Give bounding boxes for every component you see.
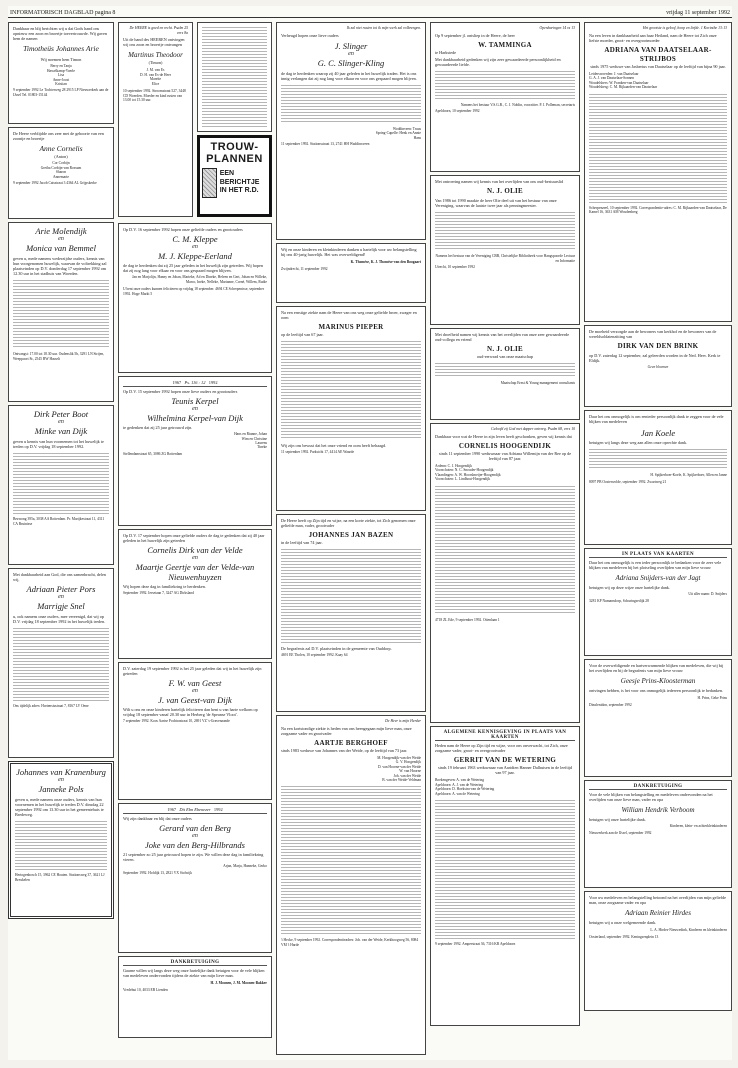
- notice-signature: Namens het bestuur V.S.G.B., C. J. Noblin, voorzitter. P. J. Polleman, secretaris: [460, 102, 575, 107]
- wedding-rings-icon: [202, 168, 217, 198]
- notice-body: Wij hopen deze dag in familiekring te herdenken.: [123, 584, 206, 590]
- bible-quote: Geloofd zij God met dapper ontvreg. Psalm 68, vers 10: [491, 427, 575, 431]
- notice-footer: Apeldoorn, 10 september 1992: [435, 109, 480, 114]
- notice-signature: H. Spijkerboer-Koele, K. Spijkerboer, Allen en Janne: [650, 473, 727, 478]
- thanks-notice-verboom: [584, 780, 732, 888]
- notice-body: de dag te herdenken waarop zij 40 jaar geleden in het huwelijk traden. Het is ons innig verlangen dat zij nog lang voor elkaar en voor ons gespaard mogen blijven.: [281, 70, 417, 81]
- notice-lead: Met droefheid namen wij kennis van het overlijden van onze zeer gewaardeerde oud-collega en vriend: [435, 332, 570, 343]
- column-2: [118, 22, 272, 1041]
- notice-title: IN PLAATS VAN KAARTEN: [589, 552, 727, 558]
- deceased-name: GERRIT VAN DE WETERING: [453, 756, 557, 765]
- wife-name: J. van Geest-van Dijk: [158, 695, 232, 706]
- notice-lead: Op 9 september jl. ontsliep in de Heere, de heer: [435, 32, 515, 38]
- deceased-name: MARINUS PIEPER: [318, 323, 384, 332]
- notice-body: u, ook namens onze ouders, mee vereenigd, dat wij op D.V. vrijdag 18 september 1992 in het huwelijk treden.: [13, 614, 106, 625]
- bride-name: Marrigje Snel: [37, 601, 85, 612]
- advert-subline: EEN BERICHTJE IN HET R.D.: [219, 170, 260, 195]
- deceased-name: Adriaan Reinier Hirdes: [625, 909, 691, 918]
- anniversary-notice-vangeest: D.V. zaterdag 19 september 1992 is het 25 jaar geleden dat wij in het huwelijk zijn getreden F. W. van Geest en J. van Geest-van Dijk Wilt u ons en onze kinderen hartelijk feliciteren dan bent u van harte welkom op vrijdag 18 september vanaf 20.30 uur in Herberg 'de Speanse Vloot'. 7 september 1992. Koos Aartse Pochtrastraat 10, 2691 VZ 's-Gravenzande: [118, 662, 272, 800]
- child-nickname: (Timon): [148, 60, 163, 66]
- wife-name: M. J. Kleppe-Eerland: [158, 251, 232, 262]
- bride-name: Minke van Dijk: [34, 426, 88, 436]
- deceased-name: Adriana Snijders-van der Jagt: [615, 574, 701, 583]
- notice-body: 21 september zo 25 jaar getrouwd hopen te zijn. We willen deze dag in familiekring vieren.: [123, 852, 264, 863]
- notice-body: de dag te herdenken dat zij 25 jaar geleden in het huwelijk zijn getreden. Wij hopen dat zij nog lang voor elkaar en voor ons gespaard mogen blijven.: [123, 263, 263, 274]
- thanks-notice-thomese: [276, 243, 426, 303]
- bible-quote: Ik zal niet rusten tot ik mijn werk zal volbrengen.: [346, 26, 421, 30]
- notice-lead: Op D.V. 17 september hopen onze geliefde ouders de dag te gedenken dat zij 40 jaar geleden in het huwelijk zijn getreden: [123, 533, 265, 544]
- notice-body: betuigen wij onze hartelijke dank.: [589, 817, 646, 823]
- notice-body: te gedenken dat zij 25 jaar getrouwd zijn.: [123, 425, 193, 431]
- trouwplannen-advert[interactable]: [197, 135, 272, 217]
- notice-lead: Daar het ons onmogelijk is om eenieder persoonlijk dank te zeggen voor de vele blijken van medeleven: [589, 414, 724, 425]
- wedding-notice-pors: Met dankbaarheid aan God, die ons samenbracht, delen wij, Adriaan Pieter Pors en Marrigje Snel u, ook namens onze ouders, mee vereenigd, dat wij op D.V. vrijdag 18 september 1992 in het huwelijk treden. Ons tijdelijk adres: Hortensiustraat 7, 8167 LV Oene: [8, 568, 114, 758]
- groom-name: Dirk Peter Boot: [33, 409, 89, 419]
- deceased-age: sinds 1975 weduwe van Jasbertus van Daatselaar op de leeftijd van bijna 90 jaar.: [590, 63, 726, 69]
- notice-footer: September 1992. Iersetaan 7, 3247 AG Dirksland: [123, 591, 194, 596]
- notice-lead: Verheugd hopen onze lieve ouders: [281, 32, 339, 38]
- child-nickname: (Anton): [54, 154, 68, 160]
- notice-body: Van 1986 tot 1990 maakte de heer Olie deel uit van het bestuur van onze Vereniging, waarvan de laatste twee jaar als penningmeester.: [435, 198, 557, 209]
- death-notice-olie-1: [430, 175, 580, 325]
- notice-footer: 4718 ZL Ede, 9 september 1992. Ottenlaan 1: [435, 617, 500, 622]
- advert-headline-2: PLANNEN: [206, 153, 263, 165]
- husband-name: F. W. van Geest: [168, 678, 222, 689]
- deceased-name: AARTJE BERGHOEF: [314, 738, 388, 747]
- notice-footer: Stellendamstraat 65, 3086 ZG Rotterdam: [123, 451, 183, 456]
- notice-footer: Hertogenbosch 15, 3962 CE Houten. Stationsweg 37, 3621 LJ Breukelen: [15, 873, 105, 882]
- deceased-age: sinds 1983 weduwe van Johannes van der Weide, op de leeftijd van 73 jaar.: [281, 747, 408, 753]
- deceased-age: op de leeftijd van 67 jaar.: [281, 332, 324, 338]
- deceased-name: W. TAMMINGA: [478, 40, 532, 49]
- notice-body: De begrafenis zal D.V. plaatsvinden in de gemeente van Ouddorp.: [281, 646, 392, 652]
- child-name: Martinus Theodoor: [128, 51, 183, 60]
- notice-footer: 't Hecke, 9 september 1992. Correspondentieadres: Joh. van der Weide, Kerkhoogweg 56, 8084 VM 't Harde: [281, 938, 419, 947]
- deceased-name: Geesje Prins-Kloosterman: [620, 677, 696, 686]
- notice-body: geven u, mede namens wederzijdse ouders, kennis van hun voorgenomen huwelijk, waarvan de voltrekking zal plaatsvinden op D.V. donderdag 17 september 1992 om 12.30 uur in het stadhuis van Woerden.: [13, 256, 107, 277]
- newspaper-page: [8, 6, 732, 1060]
- notice-lead: Daar het ons onmogelijk is een ieder persoonlijk te bedanken voor de zeer vele blijken van medeleven bij het plotseling overlijden van mijn lieve vrouw: [589, 560, 722, 571]
- family-list: J. M. van Es D. H. van Es-de Heer Mareïte Elice: [140, 68, 171, 86]
- notice-footer: Ontvangst: 17.00 tot 18.30 uur. Oudenslik 5b, 3291 LN Strijen, Weeppoort 8c, 2545 BW Hasselt: [13, 352, 105, 361]
- notice-body: Gaarne willen wij langs deze weg onze hartelijke dank betuigen voor de vele blijken van medeleven ondervonden tijdens de ziekte van mijn lieve man.: [123, 968, 265, 979]
- anniversary-notice-vandenberg: 1967 Dit Ebn Ebenezer 1992 Wij zijn dankbaar en blij dat onze ouders Gerard van den Berg en Joke van den Berg-Hilbrands 21 september zo 25 jaar getrouwd hopen te zijn. We willen deze dag in familiekring vieren. Arjan, Marja, Hanneke, Gerko September 1992. Hofdijk 13, 2821 VX Stolwijk: [118, 803, 272, 953]
- notice-lead: Voor de overweldigende en hartverwarmende blijken van medeleven, die wij bij het overlijden en bij de begrafenis van mijn lieve vrouw: [589, 663, 724, 674]
- deceased-place: te Harkstede: [435, 49, 457, 55]
- notice-footer: September 1992. Hofdijk 13, 2821 VX Stolwijk: [123, 870, 193, 875]
- thanks-notice-hirdes: [584, 891, 732, 1011]
- birth-notice-timotheus: [8, 22, 114, 124]
- notice-signature: Maatschap Ernst & Young management consultants: [500, 381, 575, 386]
- notice-signature: Namens het bestuur van de Vereniging CBB, Christelijke Bibliotheek voor Hangspoorde Lectuur en Informatie: [435, 254, 575, 263]
- husband-name: C. M. Kleppe: [172, 234, 218, 245]
- bible-quote: De HEERE is goed en recht. Psalm 25 vers 8a: [129, 26, 188, 35]
- notice-text: De Heere verblijdde ons zeer met de geboorte van een zoontje en broertje: [13, 131, 104, 142]
- notice-lead: Op D.V. 16 september 1992 hopen onze geliefde ouders en grootouders: [123, 227, 243, 232]
- notice-footer: Oosterland, september 1992. Keningsenplein 13: [589, 934, 659, 939]
- column-1: [8, 22, 114, 922]
- family-list: Arjan, Marja, Hanneke, Gerko: [223, 864, 267, 869]
- column-3: [276, 22, 426, 1058]
- wife-name: G. C. Slinger-Kling: [317, 57, 385, 68]
- wedding-notice-boot: Dirk Peter Boot en Minke van Dijk geven u kennis van hun voornemen tot het huwelijk te treden op D.V. vrijdag 18 september 1992. Bezwong 395a, 3038 AA Rotterdam. Pr. Marijkestraat 11, 4311 CA Bruinisse: [8, 405, 114, 565]
- groom-name: Arie Molendijk: [35, 226, 87, 236]
- notice-footer: Utrecht, 10 september 1992: [435, 265, 475, 270]
- death-notice-bazen: [276, 514, 426, 712]
- notice-lead: Voor uw medeleven en belangstelling betoond na het overlijden van mijn geliefde man, onze zorgzame vader en opa: [589, 895, 727, 906]
- notice-title: DANKBETUIGING: [123, 960, 267, 966]
- death-notice-hoogendijk: [430, 423, 580, 723]
- death-notice-vandaatselaar: [584, 22, 732, 322]
- notice-lead: Heden nam de Heere op Zijn tijd en wijze, voor ons onverwacht, tot Zich, onze zorgzame vader, groot- en overgrootvader: [435, 743, 568, 754]
- bible-quote: De Heer is mijn Herder: [385, 719, 421, 723]
- family-list: Cor Corbijn Gretha Corbijn-van Rossum Sharon Annemarie: [40, 161, 82, 179]
- notice-lead: De Heere heeft op Zijn tijd en wijze, na een korte ziekte, tot Zich genomen onze geliefde man, vader, grootvader: [281, 518, 416, 529]
- column-4: [430, 22, 580, 1029]
- thanks-notice-prins: [584, 659, 732, 777]
- notice-body: ontvingen hebben, is het voor ons onmogelijk iedereen persoonlijk te bedanken.: [589, 688, 723, 694]
- notice-footer: 3281 KP Numansdorp, Schuringsedijk 28: [589, 598, 649, 603]
- notice-footer: Zwijndrecht, 11 september 1992: [281, 266, 328, 271]
- notice-body: oud-eerwrad van onze maatschap: [477, 354, 533, 360]
- thanks-notice-koele: [584, 410, 732, 545]
- notice-body: betuigen wij op deze wijze onze hartelijke dank.: [589, 585, 670, 591]
- notice-body: geven u, mede namens onze ouders, kennis van hun voornemen in het huwelijk te treden D.V. dinsdag 22 september 1992 om 13.30 uur in het gemeentehuis te Bredeweg.: [15, 797, 104, 818]
- groom-name: Johannes van Kranenburg: [16, 767, 106, 777]
- notice-footer: 4691 EE Tholen, 10 september 1992. Kaay 64: [281, 653, 348, 658]
- notice-body: Wij noemen hem Timon: [40, 57, 82, 63]
- deceased-name: N. J. OLIE: [486, 187, 524, 196]
- family-list: Boekengeven: A. van de Wetering Apeldoorn: A. J. van de Wetering Apeldoorn: D. Hoekstra-van de Wetering Apeldoorn: A. van de Wetering: [435, 778, 495, 796]
- wife-name: Maartje Geertje van der Velde-van Nieuwenhuyzen: [135, 562, 255, 583]
- notice-lead: Na een leven in dankbaarheid aan haar Heiland, nam de Heere tot Zich onze liefste moeder, groot- en overgrootmoeder: [589, 32, 717, 43]
- deceased-age: sinds 11 september 1990 weduwnaar van Adriana Willemijn van der Ree op de leeftijd van 87 jaar.: [438, 450, 572, 461]
- child-name: Anne Cornelis: [39, 144, 83, 154]
- notice-body: Wij en onze kinderen en kleinkinderen danken u hartelijk voor uw belangstelling bij ons 40-jarig huwelijk. Het was overweldigend!: [281, 247, 417, 258]
- notice-footer: Dinxlenidon, september 1992: [589, 702, 632, 707]
- deceased-age: sinds 19 februari 1963 weduwnaar van Aartdien Hanner Dalhuisen in de leeftijd van 97 jaar.: [437, 765, 573, 776]
- deceased-name: Jan Koele: [640, 428, 676, 439]
- notice-signature: Kinderen, klein- en achterkleinkinderen: [669, 824, 727, 829]
- death-notice-pieper: [276, 306, 426, 511]
- notice-lead: Na een ernstige ziekte nam de Heere van ons weg onze geliefde broer, zwager en oom: [281, 310, 417, 321]
- notice-header: 1967 Dit Ebn Ebenezer 1992: [123, 807, 267, 814]
- husband-name: Cornelis Dirk van der Velde: [147, 545, 243, 556]
- notice-lead: De moeheid verzorgde aan de bewoners van kerkhof en de bewoners van de wereldsoldatenzitting van: [589, 329, 717, 340]
- notice-signature: H. Prins, Geke Prins: [697, 696, 727, 701]
- notice-body: betuigen wij u onze welgemeende dank.: [589, 920, 657, 926]
- notice-footer: Bezwong 395a, 3038 AA Rotterdam. Pr. Marijkestraat 11, 4311 CA Bruinisse: [13, 517, 105, 526]
- anniversary-notice-kerpel: 1967 Ps. 116 : 12 1992 Op D.V. 15 september 1992 hopen onze lieve ouders en grootouders Teunis Kerpel en Wilhelmina Kerpel-van Dijk te gedenken dat zij 25 jaar getrouwd zijn. Hans en Rianne, Johan Wim en Christine Laurens Tineke Stellendamstraat 65, 3086 ZG Rotterdam: [118, 376, 272, 526]
- death-notice-olie-2: [430, 328, 580, 420]
- notice-footer: 11 september 1992. Stationsstraat 13, 2741 HH Waddinxveen: [281, 142, 370, 147]
- deceased-name: DIRK VAN DEN BRINK: [617, 342, 699, 351]
- notice-signature: H. J. Moonen, J. M. Moonen-Bakker: [210, 981, 267, 986]
- child-name: Timotheüs Johannes Arie: [23, 44, 99, 54]
- death-notice-vandewetering: [430, 726, 580, 1026]
- notice-lead: Op D.V. 15 september 1992 hopen onze lieve ouders en grootouders: [123, 389, 238, 394]
- notice-signature: K. Thomése, K. J. Thomése-van den Boogaart: [350, 260, 421, 265]
- thanks-notice-moonen: [118, 956, 272, 1038]
- death-notice-berghoef: [276, 715, 426, 1055]
- bible-quote: Het grootste is geloof, hoop en liefde. 1 Korinthe 13:13: [642, 26, 727, 30]
- death-notice-tamminga: [430, 22, 580, 172]
- notice-footer: U bent onze ouders kunnen feliciteren op vrijdag 18 september. 4694 CE Scherpenisse, september 1992. Hoge Markt 5: [123, 287, 265, 296]
- notice-footer: 8097 PB Oosterwolde, september 1992. Zwartweg 21: [589, 479, 667, 484]
- family-list: Woddinveen: Truus Spring-Capelle: Henk en Annie Hans: [375, 126, 421, 140]
- family-list: Jan en Marjolijn, Hanny en Johan, Marieke, Ad en Dineke, Heleen en Gert, Johan en Willeke, Marco, Ineke, Nelleke, Marianne, Corné, Willem, Rudie: [132, 275, 267, 284]
- notice-signature: L. A. Hirdes-Nieuwedink, Kinderen en kleinkinderen: [650, 928, 727, 933]
- deceased-name: CORNELIS HOOGENDIJK: [458, 441, 552, 450]
- wedding-notice-kranenburg: Johannes van Kranenburg en Janneke Pols geven u, mede namens onze ouders, kennis van hun voornemen in het huwelijk te treden D.V. dinsdag 22 september 1992 om 13.30 uur in het gemeentehuis te Bredeweg. Hertogenbosch 15, 3962 CE Houten. Stationsweg 37, 3621 LJ Breukelen: [8, 761, 114, 919]
- anniversary-notice-kleppe: Op D.V. 16 september 1992 hopen onze geliefde ouders en grootouders C. M. Kleppe en M. J. Kleppe-Eerland de dag te herdenken dat zij 25 jaar geleden in het huwelijk zijn getreden. Wij hopen dat zij nog lang voor elkaar en voor ons gespaard mogen blijven. Jan en Marjolijn, Hanny en Johan, Marieke, Ad en Dineke, Heleen en Gert, Johan en Willeke, Marco, Ineke, Nelleke, Marianne, Corné, Willem, Rudie U bent onze ouders kunnen feliciteren op vrijdag 18 september. 4694 CE Scherpenisse, september 1992. Hoge Markt 5: [118, 223, 272, 373]
- groom-name: Adriaan Pieter Pors: [26, 584, 96, 595]
- wedding-notice-molendijk: Arie Molendijk en Monica van Bemmel geven u, mede namens wederzijdse ouders, kennis van hun voorgenomen huwelijk, waarvan de voltrekking zal plaatsvinden op D.V. donderdag 17 september 1992 om 12.30 uur in het stadhuis van Woerden. Ontvangst: 17.00 tot 18.30 uur. Oudenslik 5b, 3291 LN Strijen, Weeppoort 8c, 2545 BW Hasselt: [8, 222, 114, 402]
- notice-body: geven u kennis van hun voornemen tot het huwelijk te treden op D.V. vrijdag 18 september 1992.: [13, 439, 104, 450]
- notice-footer: Nieuwerkerk aan de IJssel, september 1992: [589, 830, 652, 835]
- notice-lead: Voor de vele blijken van belangstelling en medeleven ondervonden na het overlijden van onze lieve man, vader en opa: [589, 792, 713, 803]
- husband-name: Gerard van den Berg: [159, 823, 231, 834]
- notice-footer: 9 september 1992 Le Tochterweg 28 2915 LP Nieuwerkerk aan de IJssel Tel. 01803-15144: [13, 88, 109, 97]
- deceased-name: JOHANNES JAN BAZEN: [308, 531, 394, 540]
- notice-footer: Scherpenzeel, 10 september 1992. Correspondentie-adres: C. M. Rijkaarden-van Daatselaar, De Kamel 16, 3631 AM Woudenberg: [589, 205, 727, 214]
- notice-footer: Vredehut 10, 4033 EB Lienden: [123, 987, 168, 992]
- masthead: [8, 6, 732, 18]
- anniversary-notice-vandervelde: Op D.V. 17 september hopen onze geliefde ouders de dag te gedenken dat zij 40 jaar geleden in het huwelijk zijn getreden Cornelis Dirk van der Velde en Maartje Geertje van der Velde-van Nieuwenhuyzen Wij hopen deze dag in familiekring te herdenken. September 1992. Iersetaan 7, 3247 AG Dirksland: [118, 529, 272, 659]
- notice-lead: Na een kortstondige ziekte is heden van ons heengegaan mijn lieve man, onze zorgzame vader en grootvader: [281, 725, 412, 736]
- family-list: Leiderswoerden: J. van Daatselaar G. A. J. van Daatselaar-Sonnen Woudelsbers: W. Franken-van Daatselaar Woudelsberg: C. M. Rijkaarden-van Daatselaar: [589, 71, 658, 90]
- notice-text: Dankbaar en blij berichten wij u dat Gods hand ons opnieuw een zoon en broertje toevertrouwde. Wij gaven hem de namen: [13, 26, 107, 42]
- deceased-name: N. J. OLIE: [486, 345, 524, 354]
- notice-title: ALGEMENE KENNISGEVING IN PLAATS VAN KAARTEN: [435, 730, 575, 741]
- deceased-age: in de leeftijd van 74 jaar.: [281, 540, 323, 546]
- notice-body: Wilt u ons en onze kinderen hartelijk feliciteren dan bent u van harte welkom op vrijdag 18 september vanaf 20.30 uur in Herberg 'de Speanse Vloot'.: [123, 707, 258, 718]
- advert-headline-1: TROUW-: [210, 141, 259, 153]
- notice-signature: Uit aller naam: D. Snijders: [688, 592, 727, 597]
- deceased-name: ADRIANA VAN DAATSELAAR-STRIJBOS: [604, 45, 712, 63]
- family-list: M. Hoogendijk-van der Weide G. V. Hoogendijk D. van Hoorne-van der Weide W. van Hoorne Joh. van der Weide B. van der Weide-Veldman: [377, 755, 421, 782]
- notice-lead: Wij zijn dankbaar en blij dat onze ouders: [123, 816, 192, 821]
- notice-lead: Met dankbaarheid aan God, die ons samenbracht, delen wij,: [13, 572, 106, 583]
- notice-body: op D.V. zaterdag 12 september, zal geleerden worden in de Ned. Herv. Kerk te Eldijk.: [589, 353, 721, 364]
- notice-lead: Met ontroering namen wij kennis van het overlijden van ons oud-bestuurslid: [435, 179, 564, 184]
- notice-footer: 9 september 1992. Amperstraat 36, 7316 KR Apeldoorn: [435, 942, 516, 946]
- masthead-right: vrijdag 11 september 1992: [666, 10, 730, 16]
- husband-name: J. Slinger: [334, 40, 368, 51]
- bible-quote: Openbaringen 14 vs 13: [539, 26, 575, 30]
- birth-notice-martinus: [118, 22, 193, 217]
- birth-notice-anne: [8, 127, 114, 219]
- column-5: [584, 22, 732, 1014]
- notice-text: Uit de hand des HEEREN ontvingen wij ons zoon en broertje ontvangen: [123, 37, 185, 48]
- anniversary-notice-kleppe-top: [197, 22, 272, 132]
- notice-lead: Dankbaar voor wat de Heere in zijn leven heeft geschonken, geven wij kennis dat: [435, 433, 572, 439]
- notice-header: 1967 Ps. 116 : 12 1992: [123, 380, 267, 387]
- notice-title: DANKBETUIGING: [589, 784, 727, 790]
- notice-footer: Ons tijdelijk adres: Hortensiustraat 7, 8167 LV Oene: [13, 704, 89, 709]
- husband-name: Teunis Kerpel: [171, 396, 219, 407]
- thanks-notice-snijders: [584, 548, 732, 656]
- notice-footer: 9 september 1992 Jacob Catsstraat 3 4364 AL Grijpskerke: [13, 180, 97, 185]
- notice-footer: 10 september 1992. Stroomstraat 527, 3448 CD Woerden. Moeder en kind rusten van 13.00 tot 15.30 uur.: [123, 89, 186, 102]
- notice-footer: 11 september 1992. Parksicht 17, 4414 AE Waarde: [281, 450, 355, 455]
- masthead-left: INFORMATORISCH DAGBLAD pagina 8: [10, 10, 116, 16]
- notice-footer: 7 september 1992. Koos Aartse Pochtrastraat 10, 2691 VZ 's-Gravenzande: [123, 719, 230, 724]
- notice-body: Wij zijn ons bewust dat het onze vriend en oom heeft behaagd.: [281, 443, 387, 449]
- family-list: Hans en Rianne, Johan Wim en Christine Laurens Tineke: [234, 432, 267, 450]
- notice-body: betuigen wij langs deze weg aan allen onze oprechte dank.: [589, 440, 688, 446]
- column-2-right-stack: [197, 22, 272, 220]
- column-2-top-row: [118, 22, 272, 220]
- deceased-name: William Hendrik Verboom: [621, 806, 695, 815]
- notice-lead: D.V. zaterdag 19 september 1992 is het 25 jaar geleden dat wij in het huwelijk zijn getreden: [123, 666, 262, 677]
- notice-vandenbrink: [584, 325, 732, 407]
- family-list: Ardenn: C. J. Hoogendijk Voorschoten: N. C. Snouder-Hoogendijk Vlaardingen: A. W. Hoorslmeijer-Hoogendijk Voorschoten: L. Lindhout-Hoogendijk: [435, 463, 501, 482]
- anniversary-notice-slinger: Ik zal niet rusten tot ik mijn werk zal volbrengen. Verheugd hopen onze lieve ouders J. Slinger en G. C. Slinger-Kling de dag te herdenken waarop zij 40 jaar geleden in het huwelijk traden. Het is ons innig verlangen dat zij nog lang voor elkaar en voor ons gespaard mogen blijven. Woddinveen: Truus Spring-Capelle: Henk en Annie Hans 11 september 1992. Stationsstraat 13, 2741 HH Waddinxveen: [276, 22, 426, 240]
- wife-name: Wilhelmina Kerpel-van Dijk: [147, 413, 243, 424]
- bride-name: Janneke Pols: [38, 784, 84, 794]
- bride-name: Monica van Bemmel: [26, 243, 96, 253]
- family-list: Berry en Tanja Hasselkamp-Voerle Lisa Anne-Joost Kristian: [46, 64, 76, 86]
- wife-name: Joke van den Berg-Hilbrands: [144, 840, 245, 851]
- notice-footer: Geen bloemen: [647, 365, 669, 370]
- notice-body: Met dankbaarheid gedenken wij zijn zeer gewaardeerde persoonlijkheid en gewaardeerde liefde.: [435, 56, 561, 67]
